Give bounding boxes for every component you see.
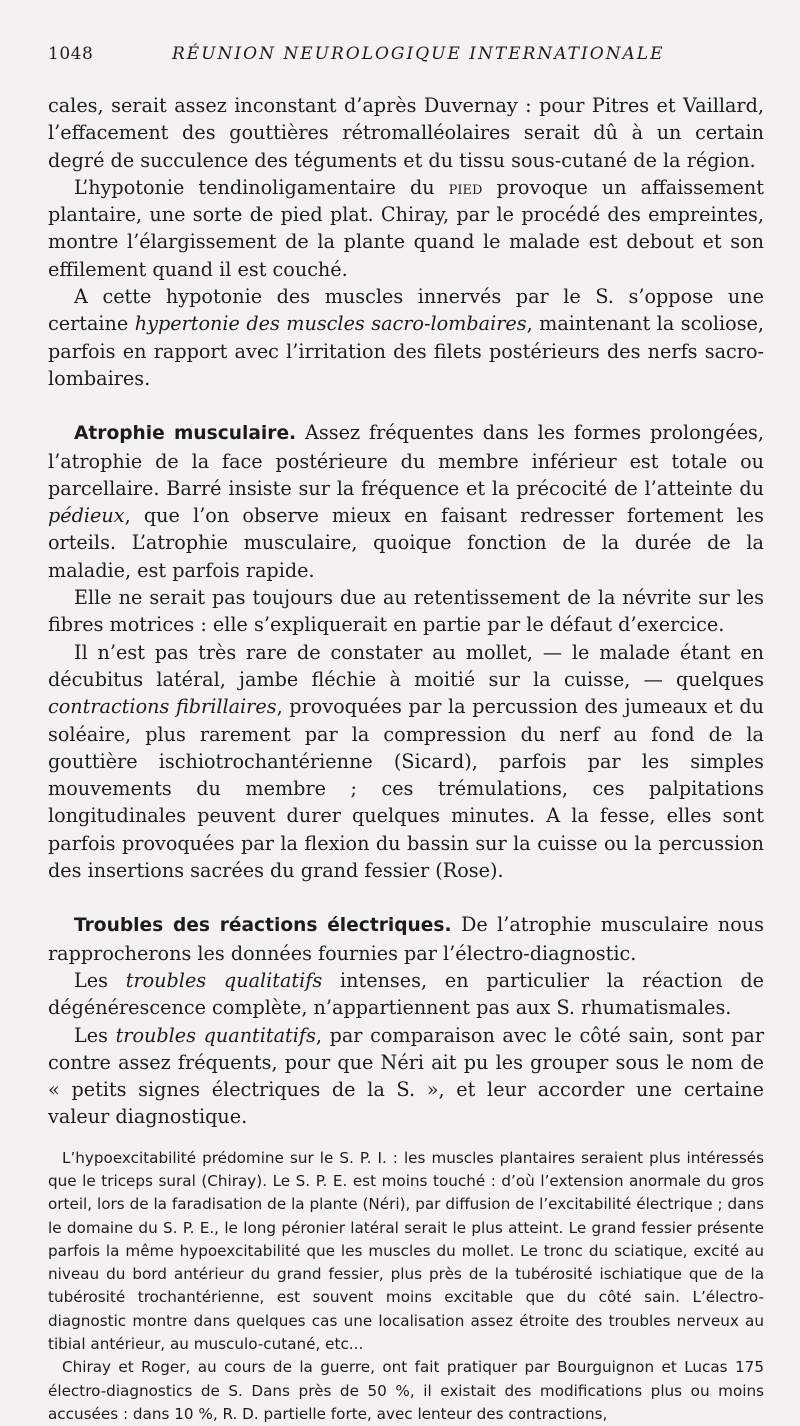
paragraph: L’hypotonie tendinoligamentaire du pied provoque un affaissement plantaire, une sorte de pied plat. Chiray, par le procédé des empreintes, montre l’élargissement de la plante quand le malade est debout et son effilement quand il est couché.: [48, 175, 764, 281]
main-text: [48, 92, 764, 1131]
page-number: 1048: [48, 44, 94, 64]
section-troubles: Troubles des réactions électriques. De l’atrophie musculaire nous rapprocherons les données fournies par l’électro-diagnostic.: [48, 913, 765, 965]
paragraph: Les troubles quantitatifs, par comparaison avec le côté sain, sont par contre assez fréquents, pour que Néri ait pu les grouper sous le nom de « petits signes électriques de la S. », et leur accorder une certaine valeur diagnostique.: [48, 1023, 765, 1129]
section-heading: Atrophie musculaire.: [74, 423, 297, 445]
paragraph: cales, serait assez inconstant d’après Duvernay : pour Pitres et Vaillard, l’effacement des gouttières rétromalléolaires serait dû à un certain degré de succulence des téguments et du tissu sous-cutané de la région.: [48, 94, 764, 172]
paragraph: Les troubles qualitatifs intenses, en particulier la réaction de dégénérescence complète, n’appartiennent pas aux S. rhumatismales.: [48, 968, 765, 1020]
section-atrophie: Atrophie musculaire. Assez fréquentes dans les formes prolongées, l’atrophie de la face postérieure du membre inférieur est totale ou parcellaire. Barré insiste sur la fréquence et la précocité de l’atteinte du pédieux, que l’on observe mieux en faisant redresser fortement les orteils. L’atrophie musculaire, quoique fonction de la durée de la maladie, est parfois rapide.: [48, 421, 764, 582]
page: [48, 44, 764, 1426]
small-paragraph: Chiray et Roger, au cours de la guerre, ont fait pratiquer par Bourguignon et Lucas 175 électro-diagnostics de S. Dans près de 50 %, il existait des modifications plus ou moins accusées : dans 10 %, R. D. partielle forte, avec lenteur des contractions,: [48, 1358, 764, 1423]
paragraph: Elle ne serait pas toujours due au retentissement de la névrite sur les fibres motrices : elle s’expliquerait en partie par le défaut d’exercice.: [48, 586, 764, 637]
running-header: [48, 44, 764, 74]
small-print: [48, 1147, 764, 1426]
paragraph: Il n’est pas très rare de constater au mollet, — le malade étant en décubitus latéral, jambe fléchie à moitié sur la cuisse, — quelques contractions fibrillaires, provoquées par la percussion des jumeaux et du soléaire, plus rarement par la compression du nerf au fond de la gouttière ischiotrochantérienne (Sicard), parfois par les simples mouvements du membre ; ces trémulations, ces palpitations longitudinales peuvent durer quelques minutes. A la fesse, elles sont parfois provoquées par la flexion du bassin sur la cuisse ou la percussion des insertions sacrées du grand fessier (Rose).: [48, 640, 764, 883]
section-heading: Troubles des réactions électriques.: [74, 915, 452, 937]
running-title: RÉUNION NEUROLOGIQUE INTERNATIONALE: [172, 44, 665, 64]
small-paragraph: L’hypoexcitabilité prédomine sur le S. P. I. : les muscles plantaires seraient plus intéressés que le triceps sural (Chiray). Le S. P. E. est moins touché : d’où l’extension anormale du gros orteil, lors de la faradisation de la plante (Néri), par diffusion de l’excitabilité électrique ; dans le domaine du S. P. E., le long péronier latéral serait le plus atteint. Le grand fessier présente parfois la même hypoexcitabilité que les muscles du mollet. Le tronc du sciatique, excité au niveau du bord antérieur du grand fessier, plus près de la tubérosité ischiatique que de la tubérosité trochantérienne, est souvent moins excitable que du côté sain. L’électro-diagnostic montre dans quelques cas une localisation assez étroite des troubles nerveux au tibial antérieur, au musculo-cutané, etc...: [48, 1148, 764, 1354]
paragraph: A cette hypotonie des muscles innervés par le S. s’oppose une certaine hypertonie des muscles sacro-lombaires, maintenant la scoliose, parfois en rapport avec l’irritation des filets postérieurs des nerfs sacro-lombaires.: [48, 285, 764, 390]
